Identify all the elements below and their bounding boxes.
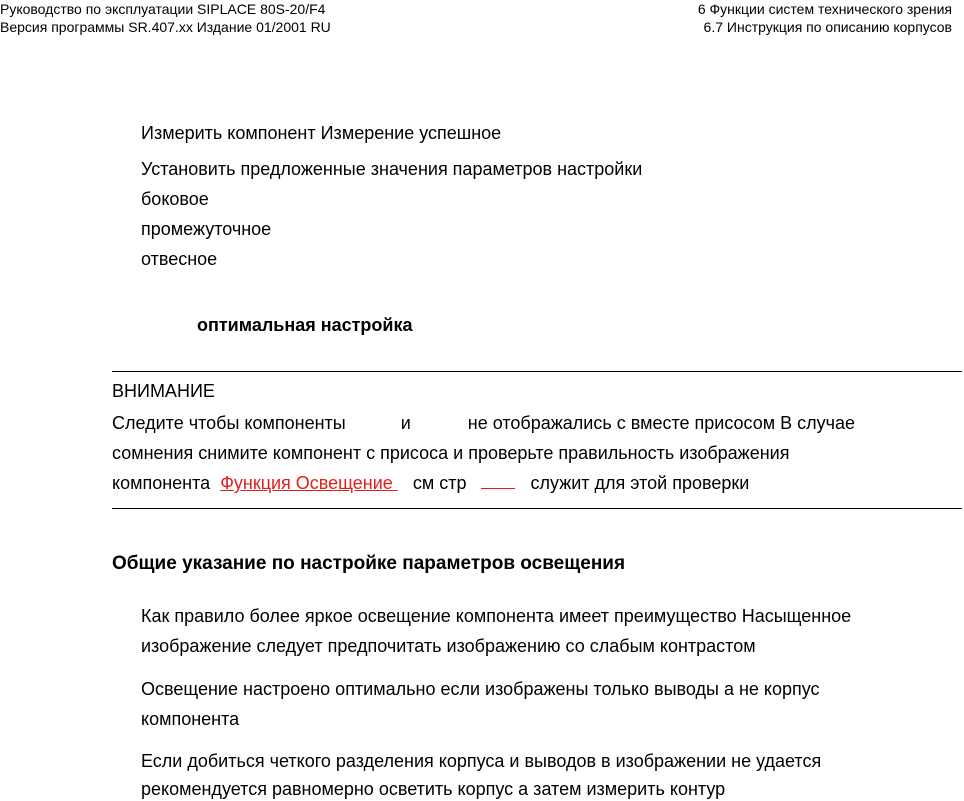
section-title: 6.7 Инструкция по описанию корпусов (703, 19, 952, 35)
step-measure: Измерить компонент Измерение успешное (141, 123, 502, 143)
paragraph-3-line-2: рекомендуется равномерно осветить корпус а затем измерить контур (141, 779, 726, 799)
attention-text-1c: не отображались с вместе присосом В случае (467, 413, 856, 433)
attention-title: ВНИМАНИЕ (112, 381, 215, 401)
attention-bottom-rule (112, 508, 962, 509)
paragraph-2-line-2: компонента (141, 709, 240, 729)
lighting-function-link[interactable]: Функция Освещение (220, 473, 393, 493)
attention-line-2: сомнения снимите компонент с присоса и проверьте правильность изображения (112, 443, 790, 463)
paragraph-3-line-1: Если добиться четкого разделения корпуса и выводов в изображении не удается (141, 751, 822, 771)
chapter-title: 6 Функции систем технического зрения (697, 1, 952, 17)
manual-title: Руководство по эксплуатации SIPLACE 80S-20/F4 (0, 1, 326, 17)
option-vertical: отвесное (141, 249, 218, 269)
paragraph-2-line-1: Освещение настроено оптимально если изображены только выводы а не корпус (141, 679, 820, 699)
page-reference-blank (481, 472, 515, 489)
version-info: Версия программы SR.407.xx Издание 01/2001 RU (0, 19, 331, 35)
optimal-setting-label: оптимальная настройка (197, 315, 413, 335)
paragraph-1-line-2: изображение следует предпочитать изображению со слабым контрастом (141, 636, 756, 656)
step-set-params: Установить предложенные значения параметров настройки (141, 159, 643, 179)
attention-line-3 (112, 472, 749, 494)
header-left (0, 0, 331, 36)
section-heading: Общие указание по настройке параметров освещения (112, 553, 626, 574)
option-intermediate: промежуточное (141, 219, 272, 239)
attention-text-1a: Следите чтобы компоненты (112, 413, 346, 433)
attention-text-3a: компонента (112, 473, 211, 493)
attention-text-3c: служит для этой проверки (530, 473, 750, 493)
attention-text-1b: и (400, 413, 411, 433)
attention-line-1 (112, 412, 855, 434)
paragraph-1-line-1: Как правило более яркое освещение компонента имеет преимущество Насыщенное (141, 606, 852, 626)
option-side: боковое (141, 189, 209, 209)
header-right (698, 0, 952, 36)
attention-text-3b: см стр (412, 473, 467, 493)
attention-top-rule (112, 371, 962, 372)
